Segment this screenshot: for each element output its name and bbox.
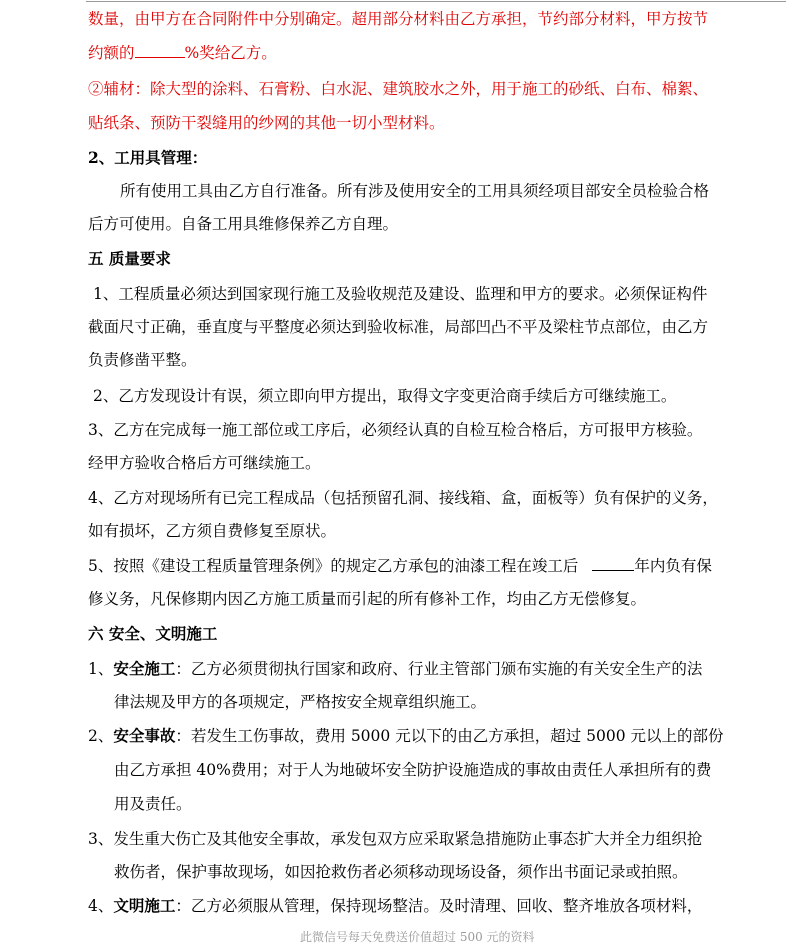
quality-item-5-line-2: 修义务，凡保修期内因乙方施工质量而引起的所有修补工作，均由乙方无偿修复。 bbox=[88, 590, 647, 608]
warranty-years-blank bbox=[592, 556, 634, 571]
warranty-text: 5、按照《建设工程质量管理条例》的规定乙方承包的油漆工程在竣工后 bbox=[88, 557, 579, 575]
quality-item-5-line-1 bbox=[88, 555, 712, 577]
tools-paragraph-line-2: 后方可使用。自备工用具维修保养乙方自理。 bbox=[88, 215, 399, 233]
quality-item-1-line-3: 负责修凿平整。 bbox=[88, 351, 197, 369]
footer-watermark-text: 此微信号每天免费送价值超过 500 元的资料 bbox=[300, 930, 535, 944]
safety-item-3-line-2: 救伤者，保护事故现场，如因抢救伤者必须移动现场设备，须作出书面记录或拍照。 bbox=[114, 863, 688, 881]
civilized-item-4-line-1 bbox=[88, 895, 702, 917]
safety-item-2-text: ：若发生工伤事故，费用 5000 元以下的由乙方承担，超过 5000 元以上的部份 bbox=[175, 727, 724, 745]
quality-item-1-line-1: 1、工程质量必须达到国家现行施工及验收规范及建设、监理和甲方的要求。必须保证构件 bbox=[93, 285, 708, 303]
reward-suffix: %奖给乙方。 bbox=[184, 44, 277, 62]
reward-percent-blank bbox=[135, 43, 185, 58]
civilized-item-text: ：乙方必须服从管理，保持现场整洁。及时清理、回收、整齐堆放各项材料， bbox=[175, 897, 703, 915]
quality-item-4-line-2: 如有损坏，乙方须自费修复至原状。 bbox=[88, 522, 337, 540]
quality-item-3-line-1: 3、乙方在完成每一施工部位或工序后，必须经认真的自检互检合格后，方可报甲方核验。 bbox=[88, 421, 703, 439]
safety-item-1-text: ：乙方必须贯彻执行国家和政府、行业主管部门颁布实施的有关安全生产的法 bbox=[175, 660, 703, 678]
auxiliary-material-line-1: ②辅材：除大型的涂料、石膏粉、白水泥、建筑胶水之外，用于施工的砂纸、白布、棉絮、 bbox=[88, 80, 709, 98]
safety-item-1-line-1 bbox=[88, 658, 702, 680]
safety-item-1-line-2: 律法规及甲方的各项规定，严格按安全规章组织施工。 bbox=[114, 693, 487, 711]
tools-paragraph-line-1: 所有使用工具由乙方自行准备。所有涉及使用安全的工用具须经项目部安全员检验合格 bbox=[120, 182, 710, 200]
tools-heading: 2、工用具管理： bbox=[88, 148, 208, 167]
material-paragraph-line-2 bbox=[88, 42, 277, 64]
quality-item-2: 2、乙方发现设计有误，须立即向甲方提出，取得文字变更洽商手续后方可继续施工。 bbox=[93, 387, 677, 405]
civilized-item-number: 4、 bbox=[88, 897, 114, 915]
safety-item-2-number: 2、 bbox=[88, 727, 114, 745]
section-quality-heading: 五 质量要求 bbox=[88, 249, 171, 268]
section-safety-heading: 六 安全、文明施工 bbox=[88, 624, 218, 643]
safety-item-1-number: 1、 bbox=[88, 660, 114, 678]
safety-item-2-line-1 bbox=[88, 725, 724, 747]
civilized-item-title: 文明施工 bbox=[113, 896, 176, 915]
safety-item-3-line-1: 3、发生重大伤亡及其他安全事故，承发包双方应采取紧急措施防止事态扩大并全力组织抢 bbox=[88, 830, 703, 848]
safety-item-2-title: 安全事故 bbox=[113, 726, 176, 745]
warranty-suffix: 年内负有保 bbox=[634, 557, 712, 575]
quality-item-1-line-2: 截面尺寸正确，垂直度与平整度必须达到验收标准，局部凹凸不平及梁柱节点部位，由乙方 bbox=[88, 318, 709, 336]
quality-item-3-line-2: 经甲方验收合格后方可继续施工。 bbox=[88, 454, 321, 472]
safety-item-2-line-2: 由乙方承担 40%费用；对于人为地破坏安全防护设施造成的事故由责任人承担所有的费 bbox=[114, 761, 712, 779]
auxiliary-material-line-2: 贴纸条、预防干裂缝用的纱网的其他一切小型材料。 bbox=[88, 114, 445, 132]
header-rule bbox=[86, 1, 786, 2]
reward-label: 约额的 bbox=[88, 44, 135, 62]
quality-item-4-line-1: 4、乙方对现场所有已完工程成品（包括预留孔洞、接线箱、盒，面板等）负有保护的义务， bbox=[88, 489, 718, 507]
safety-item-2-line-3: 用及责任。 bbox=[114, 795, 192, 813]
safety-item-1-title: 安全施工 bbox=[113, 659, 176, 678]
material-paragraph-line-1: 数量，由甲方在合同附件中分别确定。超用部分材料由乙方承担，节约部分材料，甲方按节 bbox=[88, 10, 709, 28]
